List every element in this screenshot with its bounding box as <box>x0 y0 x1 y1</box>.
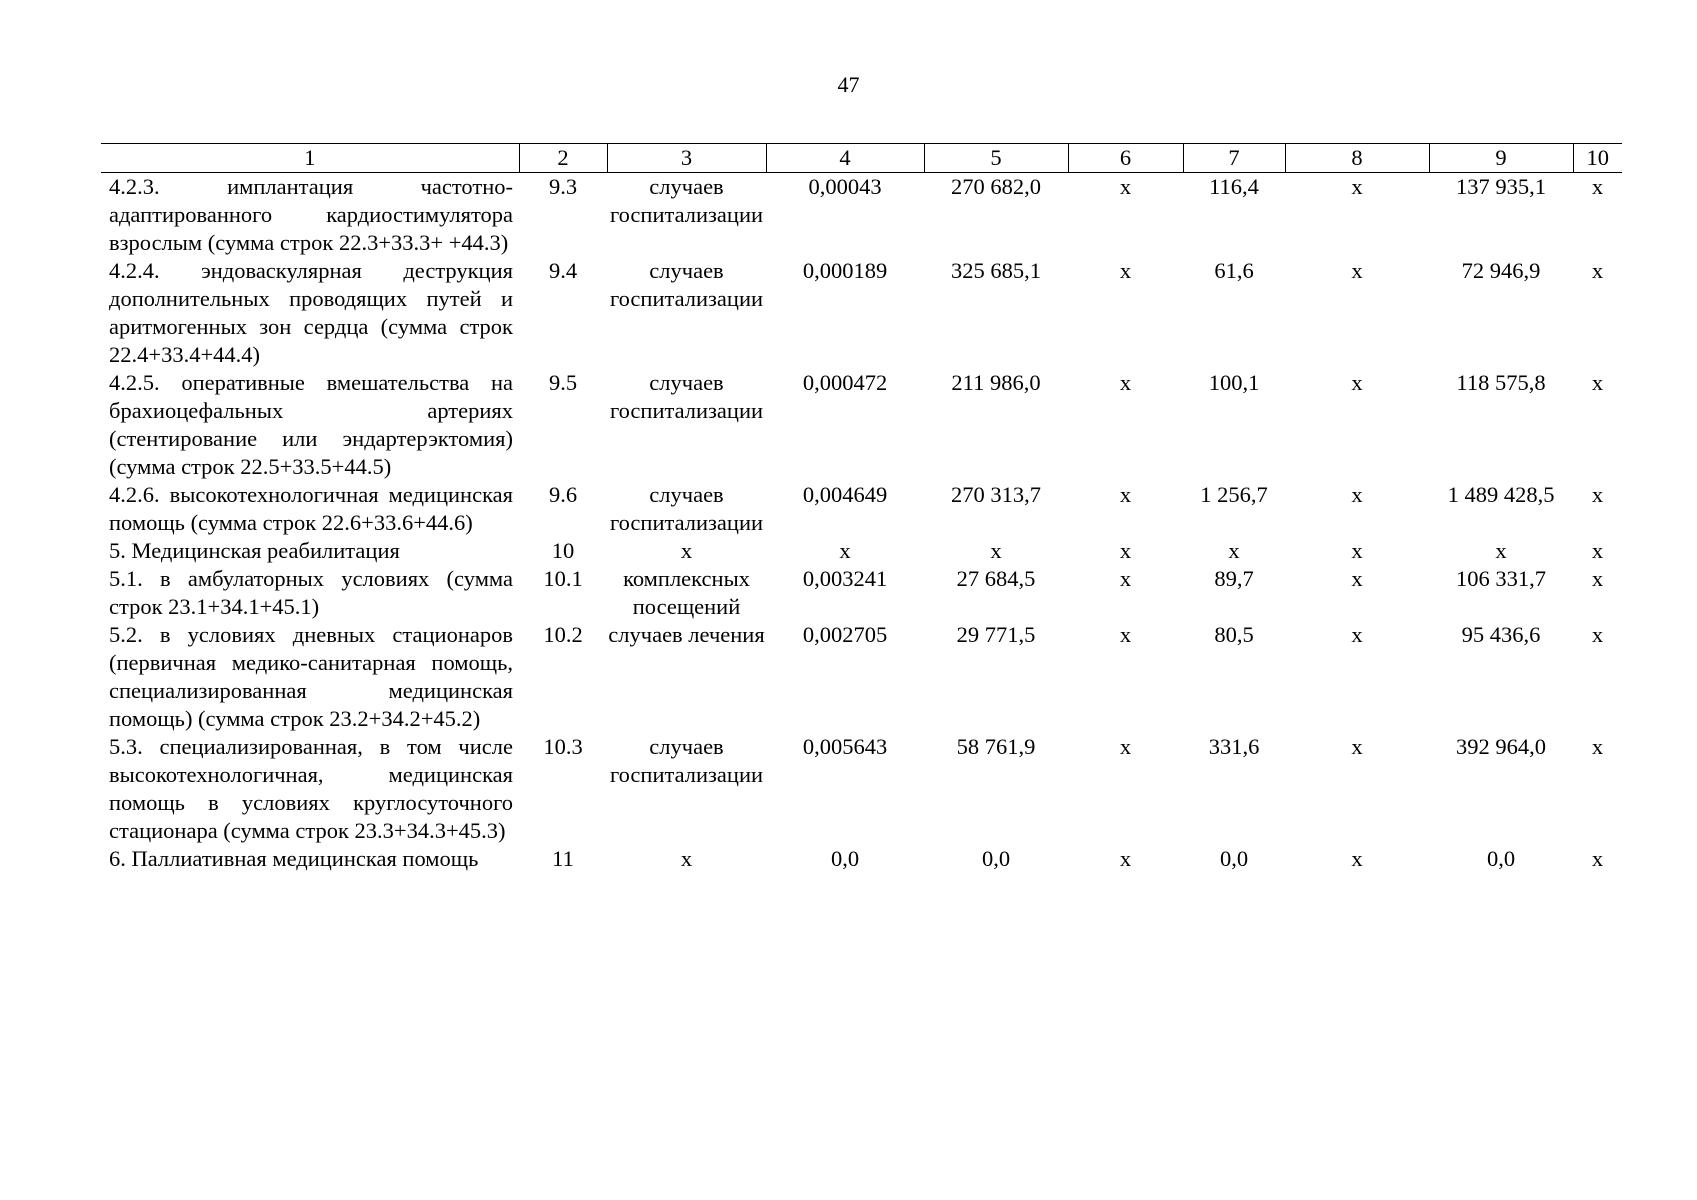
row-c8: х <box>1351 566 1363 591</box>
row-c9: 118 575,8 <box>1456 370 1546 395</box>
col-header-2: 2 <box>519 144 607 173</box>
row-c10: х <box>1591 846 1604 871</box>
row-c9: 1 489 428,5 <box>1447 482 1555 507</box>
row-code: 9.3 <box>548 174 578 199</box>
table-row <box>101 621 1622 733</box>
col-header-9: 9 <box>1429 144 1573 173</box>
row-c5: 0,0 <box>981 846 1011 871</box>
table-row <box>101 369 1622 481</box>
row-c10: х <box>1591 538 1604 563</box>
row-c9: 106 331,7 <box>1456 566 1546 591</box>
row-unit: х <box>680 846 693 871</box>
row-unit: х <box>680 538 693 563</box>
row-name: 5.3. специализированная, в том числе высокотехнологичная, медицинская помощь в условиях круглосуточного стационара (сумма строк 23.3+34.3+45.3) <box>109 734 513 843</box>
row-c5: 29 771,5 <box>956 622 1036 647</box>
row-name: 4.2.3. имплантация частотно-адаптированного кардиостимулятора взрослым (сумма строк 22.3+33.3+ +44.3) <box>109 174 513 255</box>
row-name: 4.2.5. оперативные вмешательства на брахиоцефальных артериях (стентирование или эндартерэктомия) (сумма строк 22.5+33.5+44.5) <box>109 370 513 479</box>
row-c8: х <box>1351 370 1363 395</box>
row-c10: х <box>1591 174 1604 199</box>
row-c8: х <box>1351 622 1363 647</box>
row-c6: х <box>1119 482 1132 507</box>
row-c7: 1 256,7 <box>1200 482 1268 507</box>
row-code: 10.3 <box>543 734 583 759</box>
row-c4: 0,0 <box>830 846 860 871</box>
row-c7: 89,7 <box>1214 566 1254 591</box>
row-c5: 325 685,1 <box>951 258 1041 283</box>
row-c8: х <box>1351 258 1363 283</box>
row-name: 4.2.6. высокотехнологичная медицинская помощь (сумма строк 22.6+33.6+44.6) <box>109 482 513 535</box>
row-c4: 0,00043 <box>808 174 882 199</box>
table-row <box>101 257 1622 369</box>
row-c9: 392 964,0 <box>1456 734 1546 759</box>
row-c10: х <box>1591 566 1604 591</box>
table-row <box>101 173 1622 258</box>
row-c6: х <box>1119 566 1132 591</box>
col-header-3: 3 <box>607 144 766 173</box>
col-header-7: 7 <box>1183 144 1285 173</box>
row-code: 11 <box>552 846 574 871</box>
row-name: 6. Паллиативная медицинская помощь <box>109 846 479 871</box>
row-c6: х <box>1119 622 1132 647</box>
row-c7: 116,4 <box>1209 174 1259 199</box>
row-c8: х <box>1351 174 1363 199</box>
row-c8: х <box>1351 482 1363 507</box>
row-c6: х <box>1119 258 1132 283</box>
col-header-5: 5 <box>924 144 1068 173</box>
row-unit: случаев госпитализации <box>609 482 764 535</box>
row-c4: 0,000472 <box>802 370 888 395</box>
col-header-4: 4 <box>766 144 924 173</box>
row-name: 5. Медицинская реабилитация <box>109 538 400 563</box>
row-unit: случаев госпитализации <box>609 734 764 787</box>
row-code: 10.1 <box>543 566 583 591</box>
row-c9: х <box>1495 538 1507 563</box>
row-c7: 61,6 <box>1214 258 1254 283</box>
table-row <box>101 481 1622 537</box>
row-c4: 0,003241 <box>802 566 888 591</box>
header-row <box>101 144 1622 173</box>
row-c7: 100,1 <box>1208 370 1260 395</box>
row-c6: х <box>1119 734 1132 759</box>
table-row <box>101 537 1622 565</box>
row-c7: х <box>1228 538 1240 563</box>
row-name: 5.2. в условиях дневных стационаров (первичная медико-санитарная помощь, специализированная медицинская помощь) (сумма строк 23.2+34.2+45.2) <box>109 622 513 731</box>
row-c8: х <box>1351 734 1363 759</box>
row-unit: случаев лечения <box>608 622 765 647</box>
row-c9: 0,0 <box>1486 846 1516 871</box>
row-c8: х <box>1351 846 1363 871</box>
row-c9: 137 935,1 <box>1456 174 1546 199</box>
row-c4: х <box>839 538 851 563</box>
row-code: 9.6 <box>548 482 578 507</box>
row-c5: 211 986,0 <box>951 370 1041 395</box>
table-row <box>101 845 1622 873</box>
row-c5: 58 761,9 <box>956 734 1036 759</box>
row-c6: х <box>1119 370 1132 395</box>
row-c8: х <box>1351 538 1363 563</box>
table-row <box>101 733 1622 845</box>
table-row <box>101 565 1622 621</box>
row-code: 10.2 <box>543 622 583 647</box>
row-c10: х <box>1591 734 1604 759</box>
row-c6: х <box>1119 538 1132 563</box>
row-c10: х <box>1591 258 1604 283</box>
row-c4: 0,005643 <box>802 734 888 759</box>
row-c10: х <box>1591 482 1604 507</box>
row-c10: х <box>1591 370 1604 395</box>
row-c4: 0,002705 <box>802 622 888 647</box>
row-c9: 95 436,6 <box>1461 622 1541 647</box>
row-c4: 0,000189 <box>802 258 888 283</box>
row-name: 4.2.4. эндоваскулярная деструкция дополнительных проводящих путей и аритмогенных зон сердца (сумма строк 22.4+33.4+44.4) <box>109 258 513 367</box>
col-header-6: 6 <box>1068 144 1183 173</box>
row-c9: 72 946,9 <box>1461 258 1541 283</box>
row-c7: 0,0 <box>1219 846 1249 871</box>
row-unit: случаев госпитализации <box>609 174 764 227</box>
row-c4: 0,004649 <box>802 482 888 507</box>
row-c5: х <box>990 538 1002 563</box>
row-unit: случаев госпитализации <box>609 258 764 311</box>
row-c6: х <box>1119 174 1132 199</box>
page-number: 47 <box>837 72 860 97</box>
row-unit: случаев госпитализации <box>609 370 764 423</box>
row-c5: 27 684,5 <box>956 566 1036 591</box>
col-header-10: 10 <box>1573 144 1622 173</box>
row-code: 10 <box>551 538 575 563</box>
col-header-1: 1 <box>101 144 519 173</box>
row-c7: 331,6 <box>1208 734 1260 759</box>
row-unit: комплексных посещений <box>623 566 750 619</box>
row-code: 9.5 <box>548 370 578 395</box>
row-c5: 270 313,7 <box>951 482 1041 507</box>
row-c10: х <box>1591 622 1604 647</box>
row-code: 9.4 <box>548 258 578 283</box>
row-c6: х <box>1119 846 1132 871</box>
row-name: 5.1. в амбулаторных условиях (сумма строк 23.1+34.1+45.1) <box>109 566 513 619</box>
row-c5: 270 682,0 <box>951 174 1041 199</box>
row-c7: 80,5 <box>1214 622 1254 647</box>
col-header-8: 8 <box>1285 144 1429 173</box>
data-table <box>101 143 1622 873</box>
